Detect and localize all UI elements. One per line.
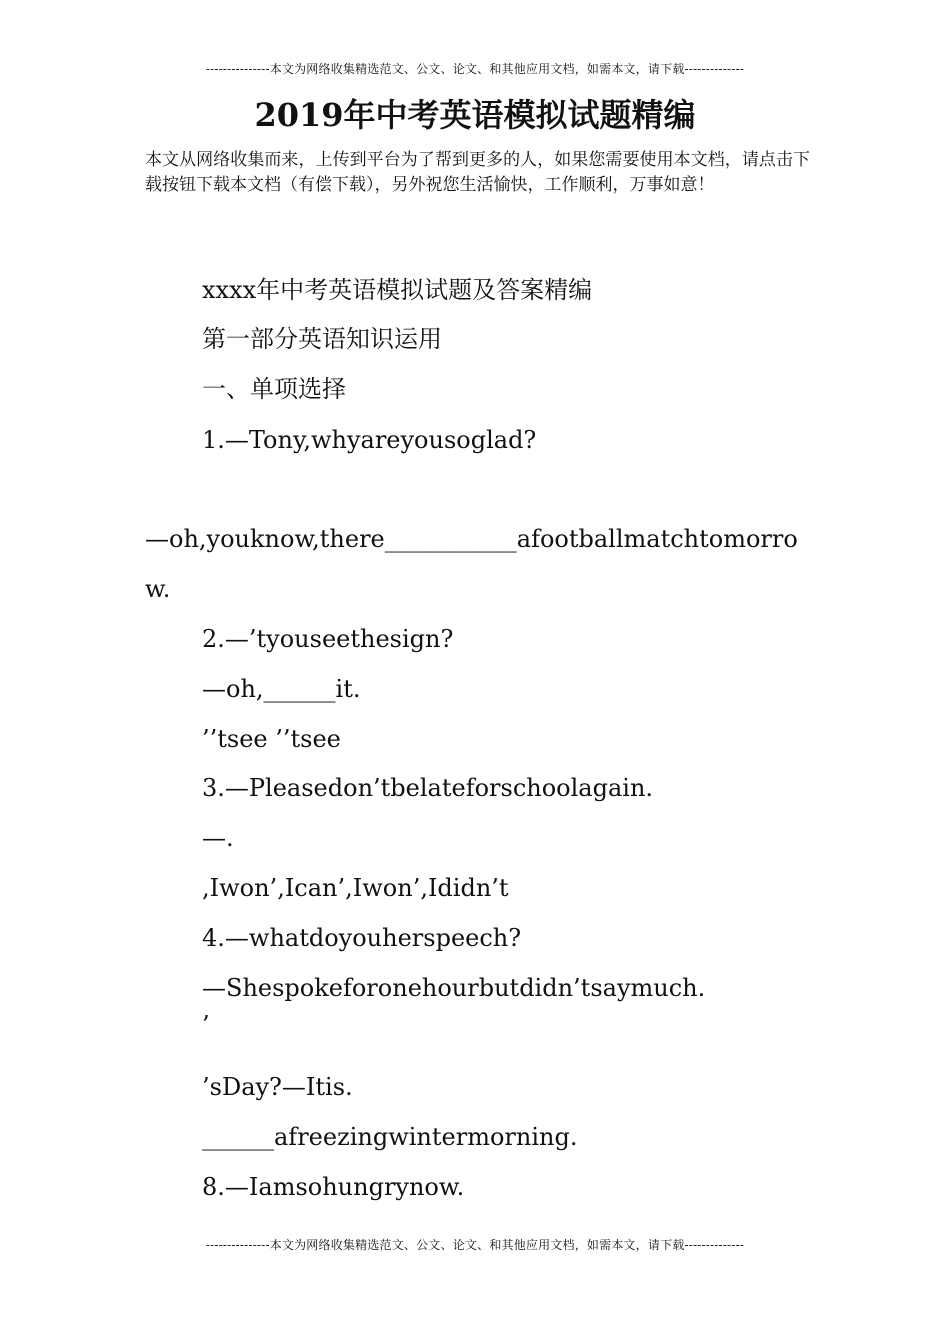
question-1-answer-continued: w. xyxy=(145,575,171,603)
question-4-answer: —Shespokeforonehourbutdidn’tsaymuch. xyxy=(202,974,706,1002)
intro-paragraph: 本文从网络收集而来，上传到平台为了帮到更多的人，如果您需要使用本文档，请点击下载按钮下载本文档（有偿下载），另外祝您生活愉快，工作顺利，万事如意！ xyxy=(145,150,810,195)
question-3-options: ,Iwon’,Ican’,Iwon’,Ididn’t xyxy=(202,874,509,902)
question-1: 1.—Tony,whyareyousoglad? xyxy=(202,426,537,454)
part-heading: 第一部分英语知识运用 xyxy=(202,325,442,353)
question-6: ’sDay?—Itis. xyxy=(202,1073,353,1101)
section-heading: 一、单项选择 xyxy=(202,375,346,403)
question-2-answer: —oh,______it. xyxy=(202,675,361,703)
question-4: 4.—whatdoyouherspeech? xyxy=(202,924,522,952)
exam-subtitle: xxxx年中考英语模拟试题及答案精编 xyxy=(202,276,593,304)
question-8: 8.—Iamsohungrynow. xyxy=(202,1173,465,1201)
question-4-stray-mark: ’ xyxy=(202,1011,210,1039)
question-6-answer: ______afreezingwintermorning. xyxy=(202,1123,578,1151)
question-3-answer: —. xyxy=(202,824,234,852)
question-2: 2.—’tyouseethesign? xyxy=(202,625,454,653)
question-2-options: ’’tsee ’’tsee xyxy=(202,725,341,753)
footer-banner: ---------------本文为网络收集精选范文、公文、论文、和其他应用文档，如需本文，请下载-------------- xyxy=(205,1238,745,1252)
question-1-answer: —oh,youknow,there___________afootballmatchtomorro xyxy=(145,525,798,553)
document-title: 2019年中考英语模拟试题精编 xyxy=(254,96,696,134)
question-3: 3.—Pleasedon’tbelateforschoolagain. xyxy=(202,774,654,802)
header-banner: ---------------本文为网络收集精选范文、公文、论文、和其他应用文档，如需本文，请下载-------------- xyxy=(205,62,745,76)
